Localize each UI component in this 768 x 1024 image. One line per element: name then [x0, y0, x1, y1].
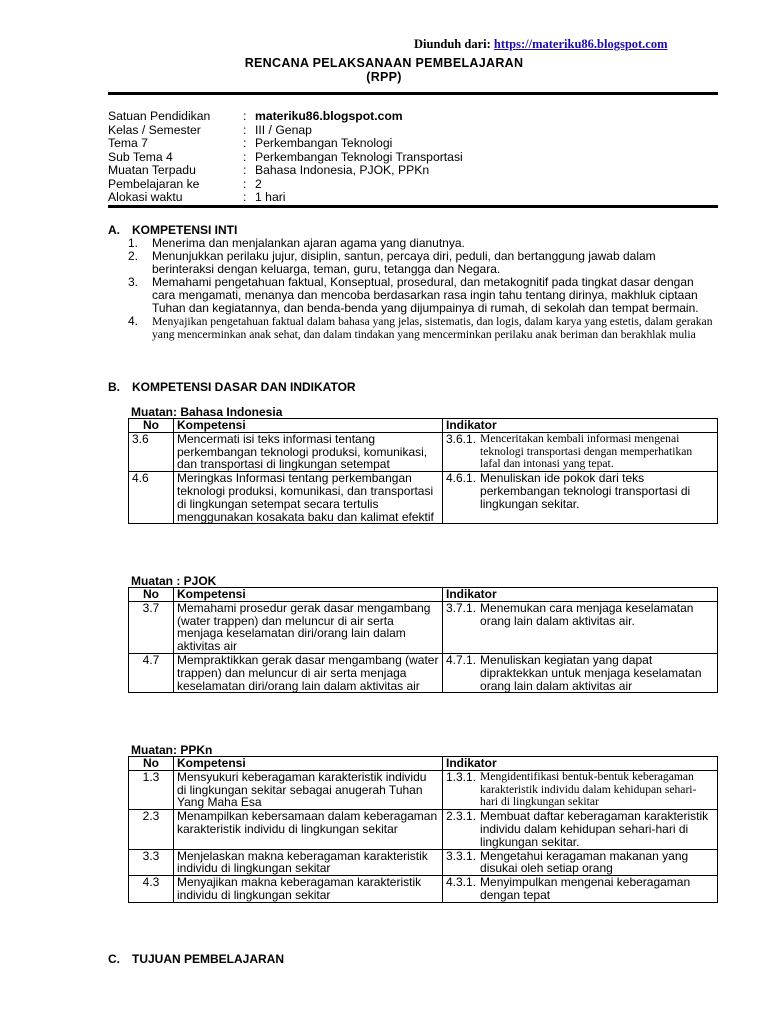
column-header-kompetensi: Kompetensi	[174, 588, 443, 602]
cell-no: 3.3	[129, 849, 174, 876]
indikator-number: 3.7.1.	[446, 600, 477, 615]
identity-value: Bahasa Indonesia, PJOK, PPKn	[255, 163, 430, 177]
identity-key: Satuan Pendidikan	[108, 109, 211, 123]
section-letter: C.	[108, 952, 120, 966]
indikator-number: 3.3.1.	[446, 848, 477, 863]
kd-table-ppkn	[128, 756, 718, 903]
kompetensi-inti-list	[128, 237, 718, 341]
identity-value: Perkembangan Teknologi Transportasi	[255, 149, 463, 164]
identity-key: Muatan Terpadu	[108, 163, 196, 177]
identity-row	[108, 110, 463, 124]
indikator-number: 3.6.1.	[446, 431, 477, 446]
muatan-pjok-title: Muatan : PJOK	[131, 574, 217, 588]
identity-row	[108, 151, 463, 165]
indikator-text: Menyimpulkan mengenai keberagaman dengan tepat	[480, 875, 691, 902]
section-letter: B.	[108, 380, 120, 394]
cell-indikator	[443, 432, 718, 471]
indikator-number: 2.3.1.	[446, 809, 477, 824]
identity-row	[108, 164, 463, 178]
list-item	[128, 315, 718, 341]
list-text: Menerima dan menjalankan ajaran agama yang dianutnya.	[152, 236, 465, 250]
indikator-number: 1.3.1.	[446, 769, 477, 784]
indikator-text: Menemukan cara menjaga keselamatan orang lain dalam aktivitas air.	[480, 600, 694, 628]
identity-colon: :	[243, 122, 247, 137]
identity-colon: :	[243, 176, 247, 191]
list-item	[128, 250, 718, 276]
identity-colon: :	[243, 136, 247, 150]
column-header-indikator: Indikator	[443, 588, 718, 602]
cell-no: 2.3	[129, 810, 174, 849]
identity-colon: :	[243, 163, 247, 177]
identity-value: 2	[255, 176, 262, 191]
cell-kompetensi: Menjelaskan makna keberagaman karakteristik individu di lingkungan sekitar	[174, 849, 443, 876]
table-row	[129, 849, 718, 876]
cell-kompetensi: Mempraktikkan gerak dasar mengambang (water trappen) dan meluncur di air serta menjaga keselamatan diri/orang lain dalam aktivitas air	[174, 653, 443, 692]
cell-no: 1.3	[129, 770, 174, 809]
table-row	[129, 770, 718, 809]
cell-no: 4.7	[129, 653, 174, 692]
cell-indikator	[443, 810, 718, 849]
list-text: Memahami pengetahuan faktual, Konseptual, prosedural, dan metakognitif pada tingkat dasar dengan cara mengamati, menanya dan mencoba berdasarkan rasa ingin tahu tentang dirinya, makhluk ciptaan Tuhan dan kegiatannya, dan benda-benda yang dijumpainya di rumah, di sekolah dan tempat bermain.	[152, 275, 699, 315]
cell-indikator	[443, 653, 718, 692]
indikator-text: Mengidentifikasi bentuk-bentuk keberagaman karakteristik individu dalam kehidupan sehari-hari di lingkungan sekitar	[480, 769, 697, 809]
list-number: 4.	[128, 314, 139, 328]
identity-row	[108, 137, 463, 151]
muatan-bahasa-indonesia-title: Muatan: Bahasa Indonesia	[131, 405, 283, 419]
cell-no: 4.3	[129, 876, 174, 903]
kd-table-bahasa-indonesia	[128, 418, 718, 524]
section-a-heading	[108, 223, 237, 237]
column-header-kompetensi: Kompetensi	[174, 757, 443, 771]
list-text: Menyajikan pengetahuan faktual dalam bahasa yang jelas, sistematis, dan logis, dalam karya yang estetis, dalam gerakan yang mencerminkan anak sehat, dan dalam tindakan yang mencerminkan perilaku anak beriman dan berakhlak mulia	[152, 315, 713, 341]
column-header-kompetensi: Kompetensi	[174, 419, 443, 433]
indikator-text: Mengetahui keragaman makanan yang disukai oleh setiap orang	[480, 848, 689, 876]
cell-indikator	[443, 770, 718, 809]
section-c-heading	[108, 952, 284, 966]
muatan-ppkn-title: Muatan: PPKn	[131, 743, 213, 757]
column-header-no: No	[129, 588, 174, 602]
table-row	[129, 472, 718, 524]
list-text: Menunjukkan perilaku jujur, disiplin, santun, percaya diri, peduli, dan bertanggung jawab dalam berinteraksi dengan keluarga, teman, guru, tetangga dan Negara.	[152, 249, 656, 276]
identity-colon: :	[243, 149, 247, 164]
section-letter: A.	[108, 223, 120, 237]
cell-kompetensi: Mensyukuri keberagaman karakteristik individu di lingkungan sekitar sebagai anugerah Tuhan Yang Maha Esa	[174, 770, 443, 809]
cell-kompetensi: Memahami prosedur gerak dasar mengambang (water trappen) dan meluncur di air serta menjaga keselamatan diri/orang lain dalam aktivitas air	[174, 601, 443, 653]
cell-indikator	[443, 601, 718, 653]
table-row	[129, 876, 718, 903]
indikator-text: Menuliskan ide pokok dari teks perkembangan teknologi transportasi di lingkungan sekitar.	[480, 471, 691, 511]
download-source-label: Diunduh dari:	[414, 37, 491, 51]
cell-kompetensi: Meringkas Informasi tentang perkembangan teknologi produksi, komunikasi, dan transportasi di lingkungan setempat secara tertulis menggunakan kosakata baku dan kalimat efektif	[174, 472, 443, 524]
column-header-indikator: Indikator	[443, 757, 718, 771]
download-source-note	[414, 37, 668, 52]
indikator-text: Menuliskan kegiatan yang dapat dipraktekkan untuk menjaga keselamatan orang lain dalam aktivitas air	[480, 652, 702, 693]
section-title: KOMPETENSI DASAR DAN INDIKATOR	[132, 380, 356, 394]
indikator-number: 4.7.1.	[446, 652, 477, 667]
cell-kompetensi: Menyajikan makna keberagaman karakteristik individu di lingkungan sekitar	[174, 876, 443, 903]
identity-value: III / Genap	[255, 122, 312, 137]
section-title: TUJUAN PEMBELAJARAN	[132, 952, 285, 966]
table-row	[129, 653, 718, 692]
table-row	[129, 601, 718, 653]
list-number: 3.	[128, 275, 139, 289]
identity-row	[108, 191, 463, 205]
indikator-number: 4.6.1.	[446, 471, 477, 486]
table-header-row	[129, 419, 718, 433]
identity-value: 1 hari	[255, 190, 286, 204]
identity-key: Sub Tema 4	[108, 149, 173, 164]
document-subtitle: (RPP)	[366, 70, 402, 84]
indikator-text: Menceritakan kembali informasi mengenai teknologi transportasi dengan memperhatikan lafal dan intonasi yang tepat.	[480, 431, 693, 471]
indikator-number: 4.3.1.	[446, 875, 477, 890]
cell-kompetensi: Menampilkan kebersamaan dalam keberagaman karakteristik individu di lingkungan sekitar	[174, 810, 443, 849]
identity-colon: :	[243, 190, 247, 204]
table-header-row	[129, 588, 718, 602]
table-header-row	[129, 757, 718, 771]
identity-key: Kelas / Semester	[108, 122, 201, 137]
cell-indikator	[443, 876, 718, 903]
download-source-link[interactable]: https://materiku86.blogspot.com	[493, 37, 668, 51]
title-divider	[108, 92, 718, 95]
identity-row	[108, 178, 463, 192]
column-header-no: No	[129, 419, 174, 433]
cell-no: 4.6	[129, 472, 174, 524]
column-header-no: No	[129, 757, 174, 771]
cell-kompetensi: Mencermati isi teks informasi tentang perkembangan teknologi produksi, komunikasi, dan transportasi di lingkungan setempat	[174, 432, 443, 471]
indikator-text: Membuat daftar keberagaman karakteristik individu dalam kehidupan sehari-hari di lingkungan sekitar.	[480, 809, 709, 849]
list-number: 2.	[128, 249, 139, 263]
table-row	[129, 432, 718, 471]
cell-indikator	[443, 472, 718, 524]
identity-row	[108, 124, 463, 138]
section-title: KOMPETENSI INTI	[132, 223, 238, 237]
document-title: RENCANA PELAKSANAAN PEMBELAJARAN	[244, 56, 524, 70]
cell-no: 3.7	[129, 601, 174, 653]
list-item	[128, 276, 718, 315]
column-header-indikator: Indikator	[443, 419, 718, 433]
identity-colon: :	[243, 109, 247, 123]
identity-divider	[108, 205, 718, 208]
identity-value: Perkembangan Teknologi	[255, 136, 393, 150]
section-b-heading	[108, 380, 356, 394]
cell-indikator	[443, 849, 718, 876]
identity-value: materiku86.blogspot.com	[255, 109, 403, 123]
list-number: 1.	[128, 236, 139, 250]
identity-key: Tema 7	[108, 136, 148, 150]
table-row	[129, 810, 718, 849]
kd-table-pjok	[128, 587, 718, 693]
identity-block	[108, 110, 463, 205]
identity-key: Alokasi waktu	[108, 190, 183, 204]
cell-no: 3.6	[129, 432, 174, 471]
identity-key: Pembelajaran ke	[108, 176, 200, 191]
